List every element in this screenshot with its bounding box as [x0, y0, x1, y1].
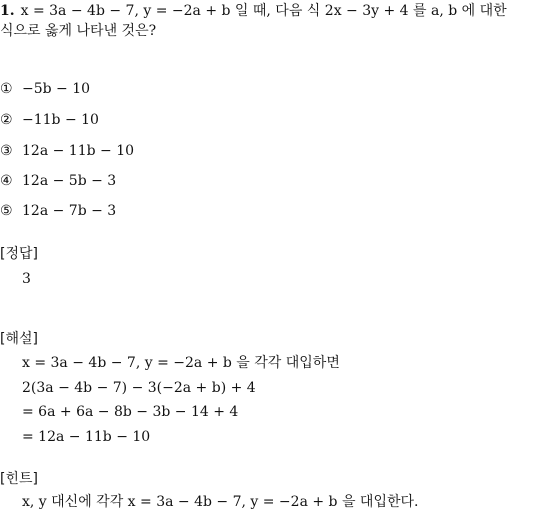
question-number: 1.	[0, 3, 15, 19]
explanation-line-3: = 6a + 6a − 8b − 3b − 14 + 4	[22, 404, 239, 420]
hint-text: x, y 대신에 각각 x = 3a − 4b − 7, y = −2a + b 을 대입한다.	[22, 494, 419, 510]
question-text-1: x = 3a − 4b − 7, y = −2a + b 일 때, 다음 식 2x − 3y + 4 를 a, b 에 대한	[20, 3, 507, 19]
explanation-line-2: 2(3a − 4b − 7) − 3(−2a + b) + 4	[22, 380, 256, 396]
option-4	[0, 172, 116, 190]
hint-label: [힌트]	[0, 471, 38, 487]
option-text: 12a − 5b − 3	[22, 173, 117, 189]
answer-label: [정답]	[0, 246, 38, 262]
option-text: 12a − 11b − 10	[22, 143, 135, 159]
option-text: 12a − 7b − 3	[22, 203, 117, 219]
question-line-2: 식으로 옳게 나타낸 것은?	[0, 23, 157, 39]
explanation-label: [해설]	[0, 331, 38, 347]
option-mark: ⑤	[0, 203, 13, 219]
option-5	[0, 202, 116, 220]
option-mark: ③	[0, 143, 13, 159]
option-3	[0, 142, 134, 160]
option-text: −11b − 10	[22, 112, 99, 128]
option-2	[0, 111, 99, 129]
answer-value: 3	[22, 271, 31, 287]
option-text: −5b − 10	[22, 81, 91, 97]
explanation-line-1: x = 3a − 4b − 7, y = −2a + b 을 각각 대입하면	[22, 355, 340, 371]
option-1	[0, 80, 90, 98]
question-line-1	[0, 2, 507, 20]
explanation-line-4: = 12a − 11b − 10	[22, 429, 151, 445]
option-mark: ④	[0, 173, 13, 189]
option-mark: ①	[0, 81, 13, 97]
option-mark: ②	[0, 112, 13, 128]
